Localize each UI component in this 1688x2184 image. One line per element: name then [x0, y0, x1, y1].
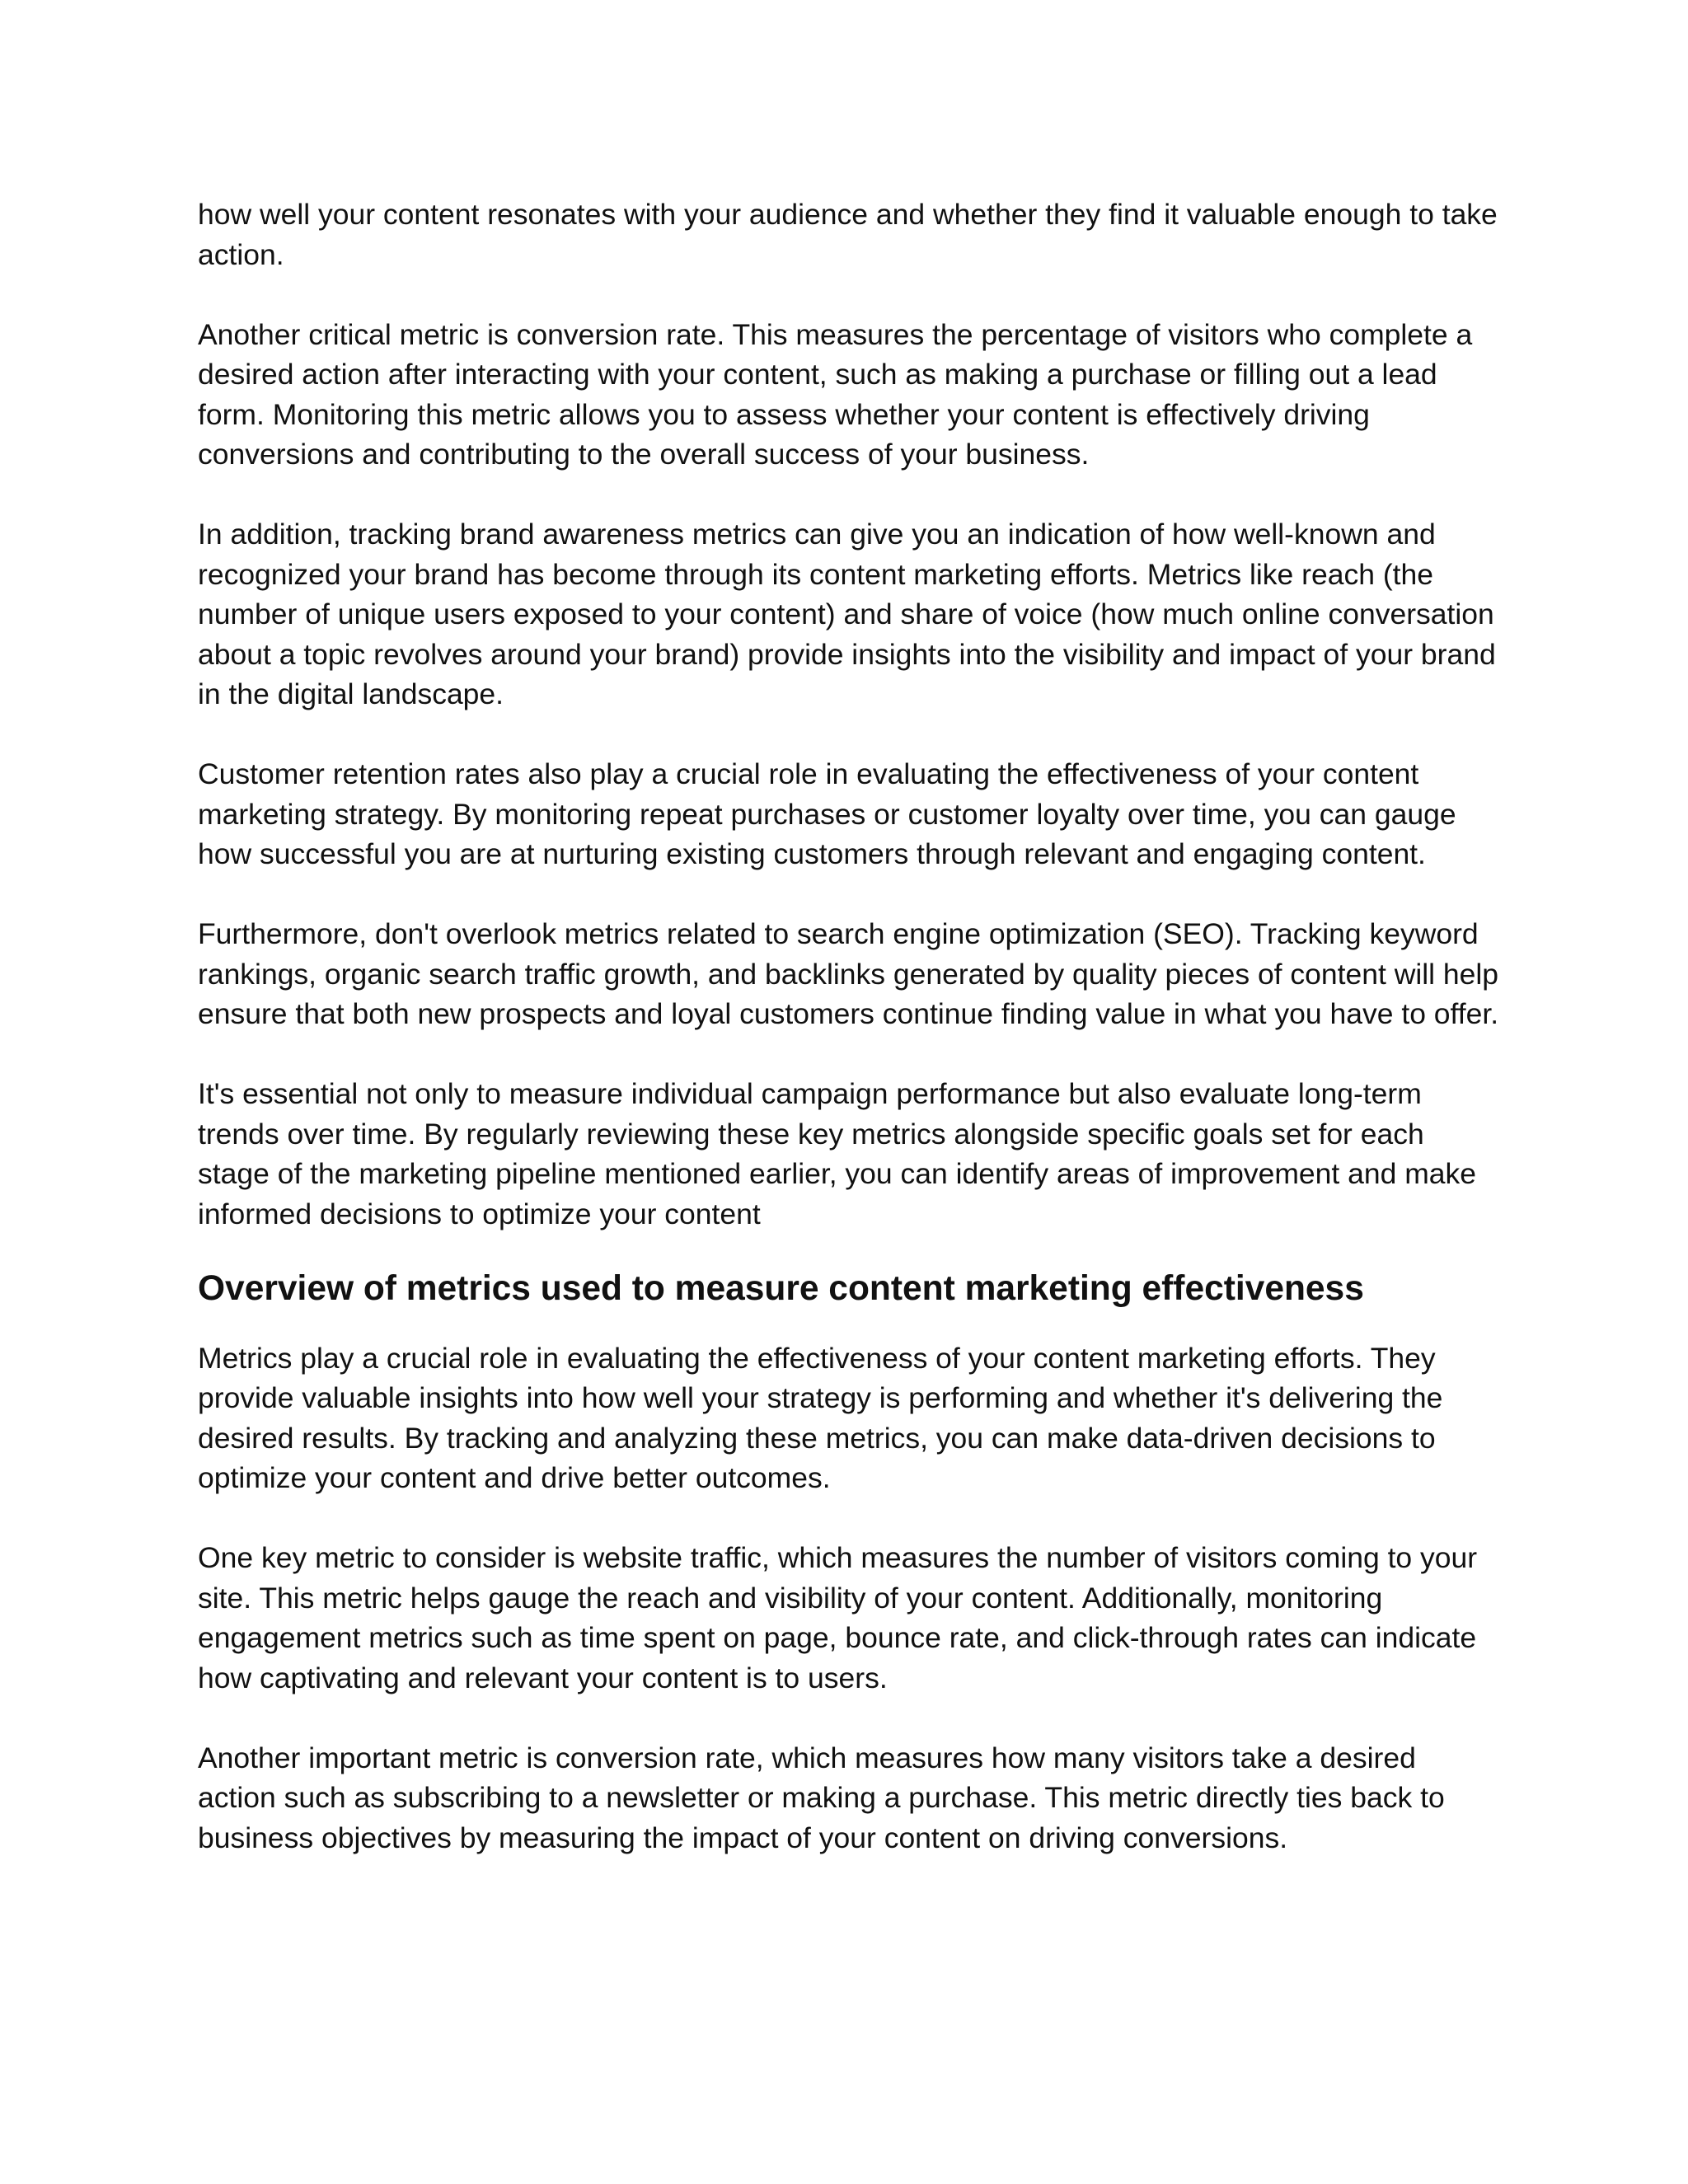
paragraph-brand-awareness: In addition, tracking brand awareness metrics can give you an indication of how well-known and recognized your brand has become through its content marketing efforts. Metrics like reach (the number of unique users exposed to your content) and share of voice (how much online conversation about a topic revolves around your brand) provide insights into the visibility and impact of your brand in the digital landscape. [198, 518, 1496, 710]
paragraph-conversion-metric: Another important metric is conversion rate, which measures how many visitors take a desired action such as subscribing to a newsletter or making a purchase. This metric directly ties back to business objectives by measuring the impact of your content on driving conversions. [198, 1741, 1445, 1854]
document-body [198, 194, 1500, 1898]
paragraph-continuation: how well your content resonates with your audience and whether they find it valuable enough to take action. [198, 198, 1498, 271]
paragraph-customer-retention: Customer retention rates also play a crucial role in evaluating the effectiveness of your content marketing strategy. By monitoring repeat purchases or customer loyalty over time, you can gauge how successful you are at nurturing existing customers through relevant and engaging content. [198, 757, 1456, 870]
paragraph-long-term-trends: It's essential not only to measure individual campaign performance but also evaluate long-term trends over time. By regularly reviewing these key metrics alongside specific goals set for each stage of the marketing pipeline mentioned earlier, you can identify areas of improvement and make informed decisions to optimize your content [198, 1077, 1477, 1230]
paragraph-conversion-rate: Another critical metric is conversion rate. This measures the percentage of visitors who complete a desired action after interacting with your content, such as making a purchase or filling out a lead form. Monitoring this metric allows you to assess whether your content is effectively driving conversions and contributing to the overall success of your business. [198, 317, 1473, 471]
paragraph-website-traffic: One key metric to consider is website traffic, which measures the number of visitors coming to your site. This metric helps gauge the reach and visibility of your content. Additionally, monitoring engagement metrics such as time spent on page, bounce rate, and click-through rates can indicate how captivating and relevant your content is to users. [198, 1541, 1478, 1694]
paragraph-seo: Furthermore, don't overlook metrics related to search engine optimization (SEO). Tracking keyword rankings, organic search traffic growth, and backlinks generated by quality pieces of content will help ensure that both new prospects and loyal customers continue finding value in what you have to offer. [198, 917, 1499, 1030]
paragraph-metrics-role: Metrics play a crucial role in evaluating the effectiveness of your content marketing efforts. They provide valuable insights into how well your strategy is performing and whether it's delivering the desired results. By tracking and analyzing these metrics, you can make data-driven decisions to optimize your content and drive better outcomes. [198, 1341, 1443, 1494]
section-heading: Overview of metrics used to measure content marketing effectiveness [198, 1268, 1364, 1308]
